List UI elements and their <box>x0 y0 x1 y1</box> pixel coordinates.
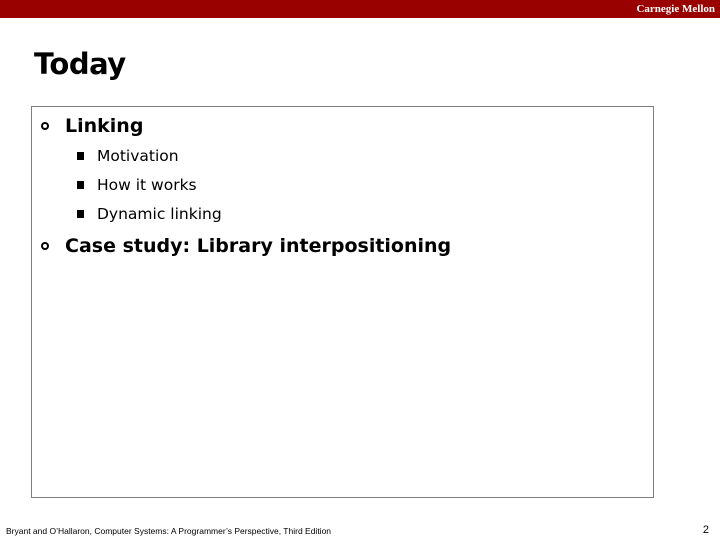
page-number: 2 <box>702 524 709 536</box>
header-bar <box>0 0 720 18</box>
square-bullet-icon <box>75 178 85 192</box>
bullet-text-case-study: Case study: Library interpositioning <box>65 235 452 257</box>
footer-citation: Bryant and O’Hallaron, Computer Systems: A Programmer’s Perspective, Third Edition <box>6 526 332 536</box>
square-bullet-icon <box>75 207 85 221</box>
sub-bullet-text: How it works <box>97 176 197 194</box>
sub-bullet-text: Motivation <box>97 147 179 165</box>
ring-bullet-icon <box>36 117 54 135</box>
sub-bullet-text: Dynamic linking <box>97 205 222 223</box>
bullet-text-linking: Linking <box>65 115 144 137</box>
ring-bullet-icon <box>36 237 54 255</box>
slide-title: Today <box>34 47 126 81</box>
brand-name: Carnegie Mellon <box>636 3 715 15</box>
square-bullet-icon <box>75 149 85 163</box>
